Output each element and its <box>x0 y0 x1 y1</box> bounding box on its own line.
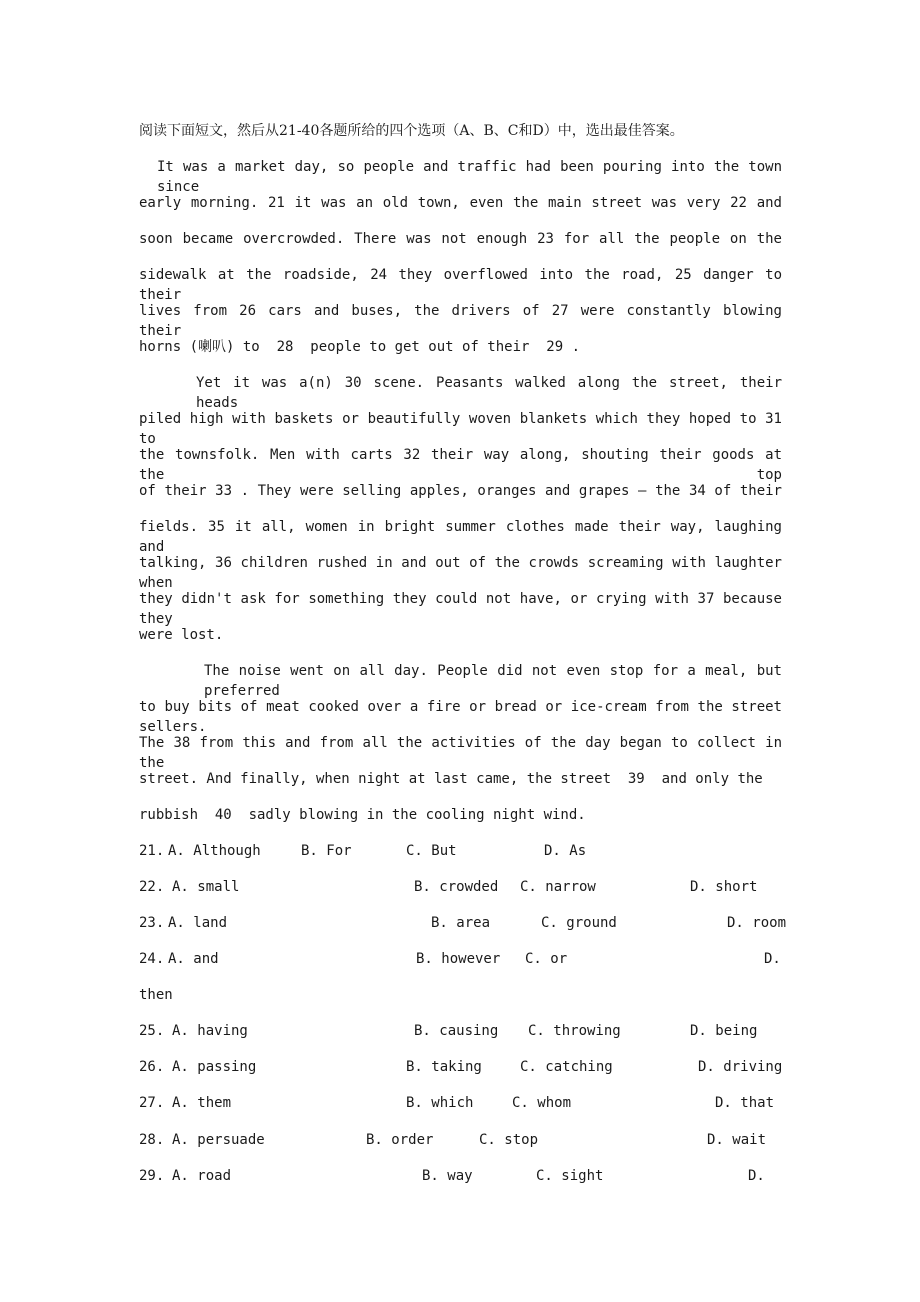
option-c: C. But <box>406 843 457 859</box>
passage-line: piled high with baskets or beautifully woven blankets which they hoped to 31 to <box>139 411 782 447</box>
option-b: B. taking <box>406 1059 482 1075</box>
passage-line: horns (喇叭) to 28 people to get out of their 29 . <box>139 339 581 355</box>
passage-line: early morning. 21 it was an old town, even the main street was very 22 and <box>139 195 782 211</box>
option-d: D. room <box>727 915 787 931</box>
passage-line: they didn't ask for something they could not have, or crying with 37 because they <box>139 591 782 627</box>
option-d: D. being <box>690 1023 758 1039</box>
option-d: D. <box>764 951 781 967</box>
option-d-continued: then <box>139 987 173 1003</box>
option-c: C. ground <box>541 915 617 931</box>
option-b: B. area <box>431 915 491 931</box>
option-c: C. whom <box>512 1095 572 1111</box>
question-number: 29. <box>139 1168 165 1184</box>
passage-line: street. And finally, when night at last came, the street 39 and only the <box>139 771 763 787</box>
passage-line: the townsfolk. Men with carts 32 their way along, shouting their goods at the top <box>139 447 782 483</box>
option-b: B. causing <box>414 1023 499 1039</box>
option-d: D. driving <box>698 1059 783 1075</box>
option-a: A. them <box>172 1095 232 1111</box>
question-number: 21. <box>139 843 165 859</box>
option-b: B. which <box>406 1095 474 1111</box>
option-c: C. or <box>525 951 568 967</box>
option-a: A. persuade <box>172 1132 265 1148</box>
question-number: 22. <box>139 879 165 895</box>
option-a: A. land <box>168 915 228 931</box>
passage-line: rubbish 40 sadly blowing in the cooling night wind. <box>139 807 586 823</box>
option-d: D. As <box>544 843 587 859</box>
instruction-text: 阅读下面短文，然后从21-40各题所给的四个选项（A、B、C和D）中，选出最佳答案。 <box>139 123 684 139</box>
passage-line: The 38 from this and from all the activities of the day began to collect in the <box>139 735 782 771</box>
question-number: 26. <box>139 1059 165 1075</box>
passage-line: soon became overcrowded. There was not enough 23 for all the people on the <box>139 231 782 247</box>
passage-line: to buy bits of meat cooked over a fire or bread or ice-cream from the street sellers. <box>139 699 782 735</box>
option-d: D. wait <box>707 1132 767 1148</box>
option-d: D. <box>748 1168 765 1184</box>
option-b: B. order <box>366 1132 434 1148</box>
passage-line: Yet it was a(n) 30 scene. Peasants walked along the street, their heads <box>196 375 782 411</box>
option-a: A. having <box>172 1023 248 1039</box>
option-c: C. sight <box>536 1168 604 1184</box>
passage-line: were lost. <box>139 627 224 643</box>
option-b: B. crowded <box>414 879 499 895</box>
option-a: A. passing <box>172 1059 257 1075</box>
question-number: 27. <box>139 1095 165 1111</box>
option-c: C. stop <box>479 1132 539 1148</box>
question-number: 25. <box>139 1023 165 1039</box>
passage-line: fields. 35 it all, women in bright summer clothes made their way, laughing and <box>139 519 782 555</box>
option-b: B. however <box>416 951 501 967</box>
option-d: D. short <box>690 879 758 895</box>
option-a: A. road <box>172 1168 232 1184</box>
option-b: B. way <box>422 1168 473 1184</box>
option-a: A. small <box>172 879 240 895</box>
passage-line: sidewalk at the roadside, 24 they overflowed into the road, 25 danger to their <box>139 267 782 303</box>
option-a: A. and <box>168 951 219 967</box>
option-c: C. catching <box>520 1059 613 1075</box>
option-b: B. For <box>301 843 352 859</box>
passage-line: The noise went on all day. People did not even stop for a meal, but preferred <box>204 663 782 699</box>
question-number: 24. <box>139 951 165 967</box>
passage-line: It was a market day, so people and traffic had been pouring into the town since <box>157 159 782 195</box>
passage-line: lives from 26 cars and buses, the drivers of 27 were constantly blowing their <box>139 303 782 339</box>
option-d: D. that <box>715 1095 775 1111</box>
option-c: C. throwing <box>528 1023 621 1039</box>
question-number: 23. <box>139 915 165 931</box>
option-c: C. narrow <box>520 879 596 895</box>
question-number: 28. <box>139 1132 165 1148</box>
passage-line: of their 33 . They were selling apples, oranges and grapes — the 34 of their <box>139 483 782 499</box>
option-a: A. Although <box>168 843 261 859</box>
passage-line: talking, 36 children rushed in and out of the crowds screaming with laughter when <box>139 555 782 591</box>
